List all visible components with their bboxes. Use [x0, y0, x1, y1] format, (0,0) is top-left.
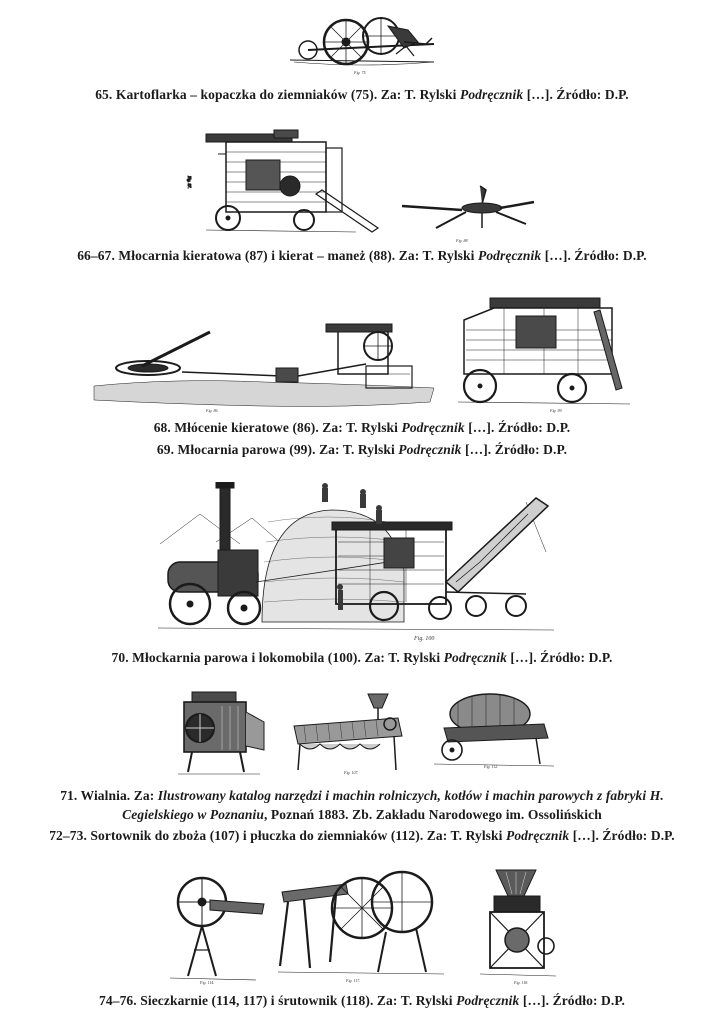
fig-75-label: Fig. 75.: [354, 70, 367, 75]
fig-114-label: Fig. 114.: [200, 980, 215, 985]
fig-112-label: Fig. 112.: [484, 764, 499, 769]
horse-threshing-scene-engraving: [86, 316, 442, 416]
grain-sorter-engraving: [286, 690, 412, 776]
caption-65: 65. Kartoflarka – kopaczka do ziemniaków (75). Za: T. Rylski Podręcznik […]. Źródło: D.P.: [95, 87, 629, 102]
winnowing-machine-engraving: [164, 688, 272, 776]
chaff-cutter-engraving: [160, 870, 272, 986]
caption-69: 69. Młocarnia parowa (99). Za: T. Rylski Podręcznik […]. Źródło: D.P.: [156, 442, 568, 457]
potato-washer-engraving: [428, 688, 560, 770]
large-chaff-cutter-engraving: [276, 862, 448, 984]
fig-86-label: Fig. 86.: [206, 408, 219, 413]
horse-gear-engraving: [396, 180, 538, 246]
steam-threshing-machine-engraving: [454, 290, 632, 414]
grist-mill-engraving: [476, 866, 560, 986]
fig-117-label: Fig. 117.: [346, 978, 361, 983]
steam-thresher-locomobile-engraving: [156, 482, 558, 642]
fig-107-label: Fig. 107.: [344, 770, 359, 775]
fig-87-label: Fig. 87.: [187, 176, 192, 189]
potato-digger-engraving: [284, 4, 440, 80]
threshing-machine-horse-engraving: [186, 124, 386, 244]
fig-118-label: Fig. 118.: [514, 980, 529, 985]
caption-68: 68. Młócenie kieratowe (86). Za: T. Rylski Podręcznik […]. Źródło: D.P.: [153, 420, 571, 435]
fig-99-label: Fig. 99.: [550, 408, 563, 413]
fig-100-label: Fig. 100: [414, 636, 435, 642]
fig-88-label: Fig. 88.: [456, 238, 469, 243]
caption-70: 70. Młockarnia parowa i lokomobila (100). Za: T. Rylski Podręcznik […]. Źródło: D.P.: [111, 650, 613, 665]
caption-74-76: 74–76. Sieczkarnie (114, 117) i śrutownik (118). Za: T. Rylski Podręcznik […]. Źródło: D.P.: [99, 993, 625, 1008]
caption-71: 71. Wialnia. Za: Ilustrowany katalog narzędzi i machin rolniczych, kotłów i machin parowych z fabryki H. Cegielskiego w Poznaniu, Poznań 1883. Zb. Zakładu Narodowego im. Ossolińskich: [60, 788, 664, 822]
caption-72-73: 72–73. Sortownik do zboża (107) i płuczka do ziemniaków (112). Za: T. Rylski Podręcznik […]. Źródło: D.P.: [49, 828, 675, 843]
caption-66-67: 66–67. Młocarnia kieratowa (87) i kierat – maneż (88). Za: T. Rylski Podręcznik […]. Źródło: D.P.: [77, 248, 647, 263]
